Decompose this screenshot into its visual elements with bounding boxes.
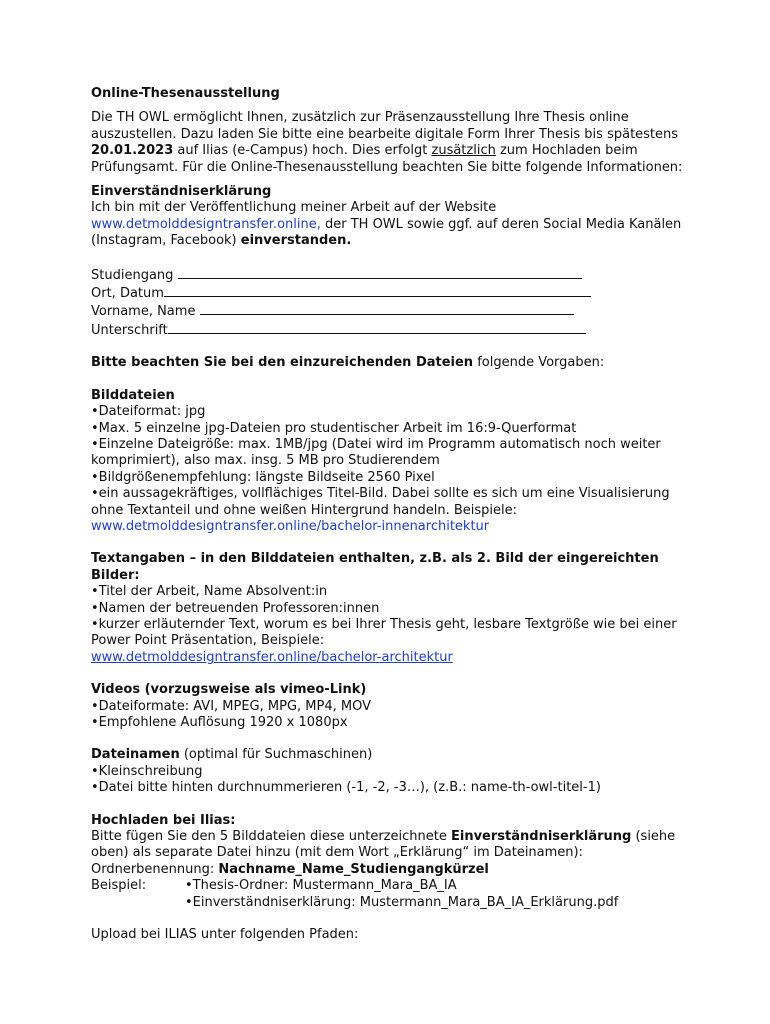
list-item: • Datei bitte hinten durchnummerieren (-1, -2, -3…), (z.B.: name-th-owl-titel-1) <box>91 780 691 796</box>
example-row <box>91 878 691 894</box>
form-field-studiengang[interactable] <box>91 266 691 284</box>
form-label: Unterschrift <box>91 322 168 338</box>
consent-heading: Einverständniserklärung <box>91 184 272 200</box>
deadline-date: 20.01.2023 <box>91 143 174 159</box>
form-blank-line <box>164 284 591 297</box>
list-item: • kurzer erläuternder Text, worum es bei Ihrer Thesis geht, lesbare Textgröße wie bei einer Power Point Präsentation, Beispiele: <box>91 617 691 650</box>
intro-text-1: Die TH OWL ermöglicht Ihnen, zusätzlich zur Präsenzausstellung Ihre Thesis online auszustellen. Dazu laden Sie bitte eine bearbeite digitale Form Ihrer Thesis bis spätestens <box>91 110 679 142</box>
signature-form <box>91 266 691 340</box>
videos-heading: Videos (vorzugsweise als vimeo-Link) <box>91 682 367 698</box>
list-item: • Dateiformate: AVI, MPEG, MPG, MP4, MOV <box>91 699 691 715</box>
form-blank-line <box>178 266 582 279</box>
list-item: • Einzelne Dateigröße: max. 1MB/jpg (Datei wird im Programm automatisch noch weiter komprimiert), also max. insg. 5 MB pro Studierendem <box>91 437 691 470</box>
form-label: Vorname, Name <box>91 304 196 320</box>
form-field-vorname-name[interactable] <box>91 302 691 320</box>
list-item: • Bildgrößenempfehlung: längste Bildseite 2560 Pixel <box>91 470 691 486</box>
text-info-heading: Textangaben – in den Bilddateien enthalten, z.B. als 2. Bild der eingereichten Bilder: <box>91 551 659 583</box>
consent-paragraph <box>91 200 691 249</box>
example-item: • Thesis-Ordner: Mustermann_Mara_BA_IA <box>185 878 457 894</box>
intro-text-2: auf Ilias (e-Campus) hoch. Dies erfolgt <box>173 143 432 159</box>
document-title: Online-Thesenausstellung <box>91 86 280 101</box>
example-label: Beispiel: <box>91 878 147 894</box>
naming-line <box>91 862 691 878</box>
form-field-unterschrift[interactable] <box>91 321 691 339</box>
example-link-innenarchitektur[interactable]: www.detmolddesigntransfer.online/bachelor-innenarchitektur <box>91 518 490 534</box>
consent-agree: einverstanden. <box>240 233 352 249</box>
intro-paragraph <box>91 110 691 176</box>
example-item: • Einverständniserklärung: Mustermann_Mara_BA_IA_Erklärung.pdf <box>185 895 618 910</box>
consent-website-link[interactable]: www.detmolddesigntransfer.online, <box>91 216 321 232</box>
list-item: • Titel der Arbeit, Name Absolvent:in <box>91 584 691 600</box>
consent-text-1: Ich bin mit der Veröffentlichung meiner Arbeit auf der Website <box>91 200 497 216</box>
list-item: • Namen der betreuenden Professoren:innen <box>91 601 691 617</box>
naming-value: Nachname_Name_Studiengangkürzel <box>218 861 489 877</box>
intro-text-3: zum Hochladen beim Prüfungsamt. Für die Online-Thesenausstellung beachten Sie bitte folgende Informationen: <box>91 143 683 175</box>
files-notice-bold: Bitte beachten Sie bei den einzureichenden Dateien <box>91 355 474 371</box>
form-label: Ort, Datum <box>91 286 164 302</box>
document-page <box>91 86 691 943</box>
example-item-row <box>91 895 691 911</box>
images-heading: Bilddateien <box>91 387 175 403</box>
intro-underlined: zusätzlich <box>431 143 496 159</box>
filenames-heading-line <box>91 747 691 763</box>
files-notice-rest: folgende Vorgaben: <box>473 355 605 371</box>
form-field-ort-datum[interactable] <box>91 284 691 302</box>
form-label: Studiengang <box>91 267 174 283</box>
upload-text-1: Bitte fügen Sie den 5 Bilddateien diese unterzeichnete <box>91 829 451 845</box>
filenames-heading: Dateinamen <box>91 747 180 763</box>
footer-line: Upload bei ILIAS unter folgenden Pfaden: <box>91 927 359 943</box>
files-notice <box>91 355 691 371</box>
upload-heading: Hochladen bei Ilias: <box>91 812 236 828</box>
list-item: • Kleinschreibung <box>91 764 691 780</box>
filenames-note: (optimal für Suchmaschinen) <box>179 747 373 763</box>
upload-text-2: (siehe oben) als separate Datei hinzu (mit dem Wort „Erklärung“ im Dateinamen): <box>91 829 676 861</box>
list-item: • Max. 5 einzelne jpg-Dateien pro studentischer Arbeit im 16:9-Querformat <box>91 421 691 437</box>
consent-text-2: der TH OWL sowie ggf. auf deren Social Media Kanälen (Instagram, Facebook) <box>91 216 682 249</box>
list-item: • Dateiformat: jpg <box>91 404 691 420</box>
upload-bold: Einverständniserklärung <box>450 829 632 845</box>
upload-paragraph <box>91 829 691 862</box>
list-item: • ein aussagekräftiges, vollflächiges Titel-Bild. Dabei sollte es sich um eine Visualisierung ohne Textanteil und ohne weißen Hintergrund handeln. Beispiele: <box>91 486 691 519</box>
example-link-architektur[interactable]: www.detmolddesigntransfer.online/bachelor-architektur <box>91 649 453 665</box>
form-blank-line <box>200 302 574 315</box>
form-blank-line <box>168 321 586 334</box>
naming-label: Ordnerbenennung: <box>91 861 219 877</box>
list-item: • Empfohlene Auflösung 1920 x 1080px <box>91 715 691 731</box>
